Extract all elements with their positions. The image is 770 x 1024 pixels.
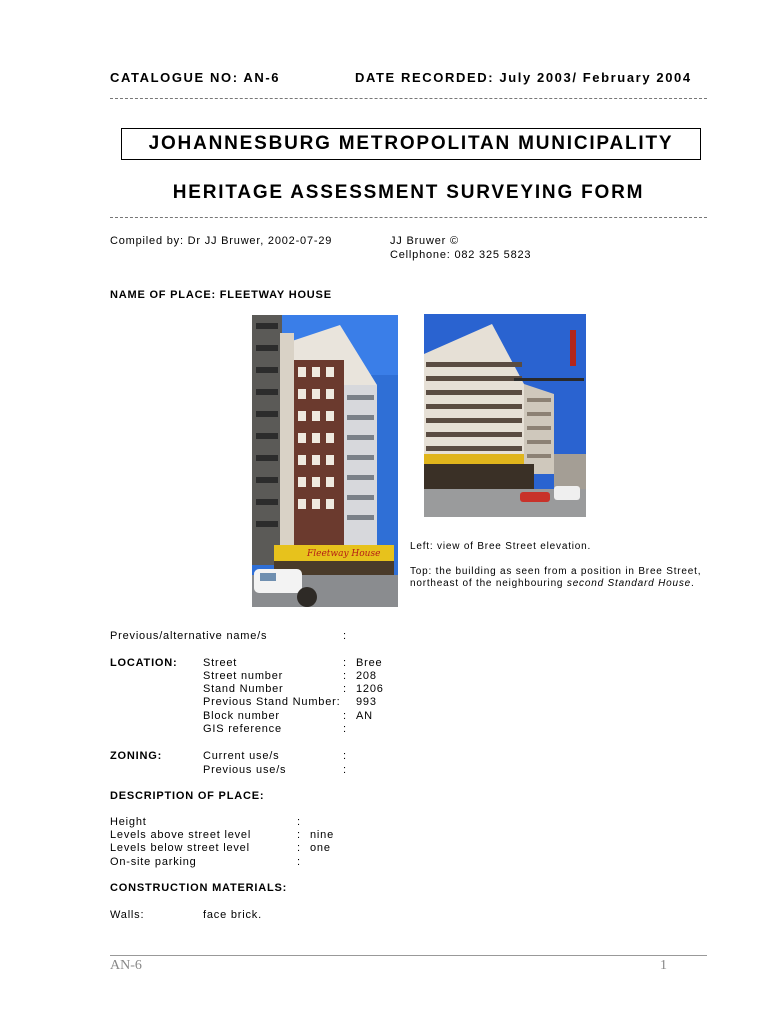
caption-top-line2 <box>410 578 695 589</box>
location-row-label: Street <box>203 657 238 669</box>
colon: : <box>343 683 347 695</box>
zoning-row-label: Current use/s <box>203 750 280 762</box>
description-row-value: one <box>310 842 331 854</box>
author: JJ Bruwer © <box>390 235 459 247</box>
colon: : <box>297 842 301 854</box>
colon: : <box>343 710 347 722</box>
location-row-label: Previous Stand Number: <box>203 696 341 708</box>
description-row-label: Levels above street level <box>110 829 252 841</box>
place-name: NAME OF PLACE: FLEETWAY HOUSE <box>110 289 332 301</box>
footer-divider <box>110 955 707 956</box>
photo-bree-street-northeast-view <box>424 314 586 517</box>
divider <box>110 98 707 99</box>
colon: : <box>297 856 301 868</box>
page-number: 1 <box>660 958 667 973</box>
walls-label: Walls: <box>110 909 145 921</box>
location-row-value: AN <box>356 710 373 722</box>
page-title: JOHANNESBURG METROPOLITAN MUNICIPALITY <box>121 128 701 160</box>
colon: : <box>343 670 347 682</box>
colon: : <box>343 657 347 669</box>
catalogue-number: CATALOGUE NO: AN-6 <box>110 70 281 85</box>
divider <box>110 217 707 218</box>
location-row-label: Block number <box>203 710 280 722</box>
location-row-value: 993 <box>356 696 377 708</box>
caption-left: Left: view of Bree Street elevation. <box>410 541 592 552</box>
colon: : <box>297 816 301 828</box>
cellphone: Cellphone: 082 325 5823 <box>390 249 532 261</box>
photo-bree-street-elevation <box>252 315 398 607</box>
location-row-value: 1206 <box>356 683 384 695</box>
zoning-row-label: Previous use/s <box>203 764 287 776</box>
caption-text: . <box>691 578 695 589</box>
description-row-value: nine <box>310 829 334 841</box>
colon: : <box>343 630 347 642</box>
colon: : <box>343 723 347 735</box>
location-row-label: Stand Number <box>203 683 284 695</box>
caption-italic: second Standard House <box>566 578 691 589</box>
description-row-label: On-site parking <box>110 856 197 868</box>
colon: : <box>343 764 347 776</box>
compiled-by: Compiled by: Dr JJ Bruwer, 2002-07-29 <box>110 235 333 247</box>
previous-names-label: Previous/alternative name/s <box>110 630 268 642</box>
location-row-label: GIS reference <box>203 723 282 735</box>
shopfront-sign: Fleetway House <box>307 549 381 559</box>
walls-value: face brick. <box>203 909 262 921</box>
location-row-value: Bree <box>356 657 383 669</box>
caption-text: northeast of the neighbouring <box>410 578 567 589</box>
form-subtitle: HERITAGE ASSESSMENT SURVEYING FORM <box>172 182 645 203</box>
location-row-value: 208 <box>356 670 377 682</box>
description-heading: DESCRIPTION OF PLACE: <box>110 790 265 802</box>
description-row-label: Levels below street level <box>110 842 250 854</box>
colon: : <box>297 829 301 841</box>
construction-heading: CONSTRUCTION MATERIALS: <box>110 882 288 894</box>
date-recorded: DATE RECORDED: July 2003/ February 2004 <box>355 70 692 85</box>
description-row-label: Height <box>110 816 147 828</box>
location-row-label: Street number <box>203 670 284 682</box>
location-heading: LOCATION: <box>110 657 178 669</box>
footer-catalogue: AN-6 <box>110 958 142 973</box>
zoning-heading: ZONING: <box>110 750 163 762</box>
colon: : <box>343 750 347 762</box>
caption-top-line1: Top: the building as seen from a position in Bree Street, <box>410 566 702 577</box>
